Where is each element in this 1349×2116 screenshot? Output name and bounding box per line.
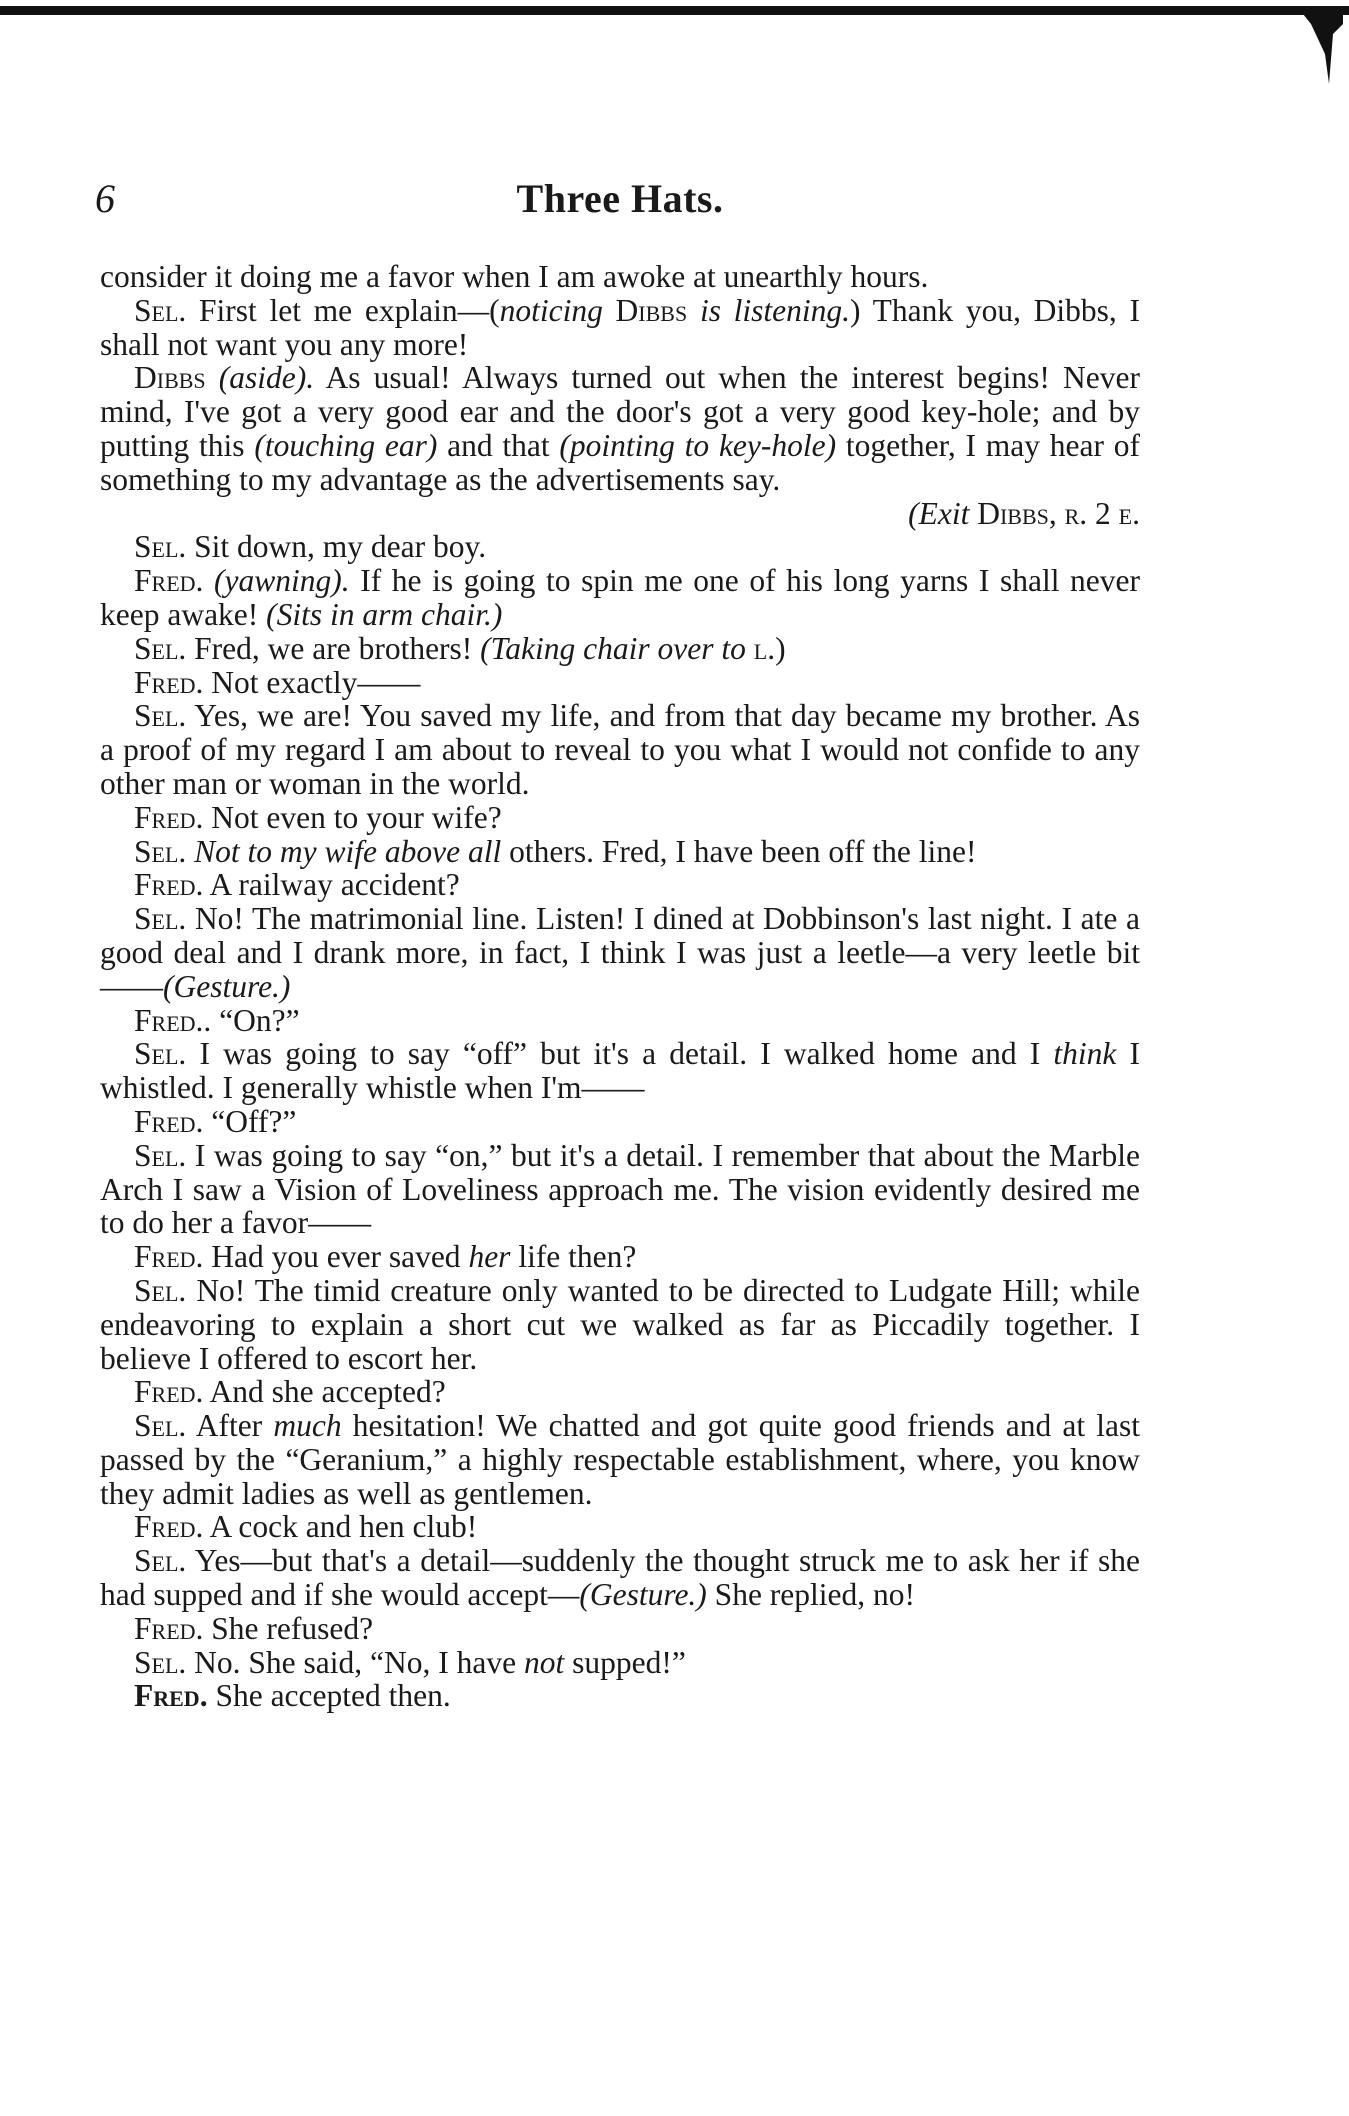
speaker-name: Sel. xyxy=(134,529,187,565)
stage-direction: (aside). xyxy=(218,360,315,396)
page-number: 6 xyxy=(95,176,115,221)
dialogue: First let me explain—( xyxy=(199,292,500,328)
corner-ink-mark xyxy=(1303,14,1343,94)
running-title: Three Hats. xyxy=(516,176,724,221)
dialogue: others. Fred, I have been off the line! xyxy=(509,833,977,869)
paragraph xyxy=(100,801,1140,835)
paragraph xyxy=(100,632,1140,666)
speaker-name: Sel. xyxy=(134,1036,187,1072)
dialogue: Fred, we are brothers! xyxy=(194,630,473,666)
dialogue: Yes, we are! You saved my life, and from that day became my brother. As a proof of my regard I am about to reveal to you what I would not confide to any other man or woman in the world. xyxy=(100,698,1140,801)
page-header xyxy=(95,175,1145,235)
play-text xyxy=(100,260,1140,1713)
emphasis: not xyxy=(523,1644,565,1680)
paragraph xyxy=(100,1646,1140,1680)
speaker-name: Fred. xyxy=(134,1678,208,1714)
dialogue: Yes—but that's a detail—suddenly the thought struck me to ask her if she had supped and if she would accept— xyxy=(100,1543,1140,1613)
stage-direction: noticing xyxy=(499,292,603,328)
character-name: Dibbs xyxy=(615,292,688,328)
paragraph xyxy=(100,1105,1140,1139)
dialogue: She replied, no! xyxy=(714,1577,915,1613)
top-border-rule xyxy=(0,6,1349,15)
speaker-name: Fred. xyxy=(134,563,204,599)
paragraph xyxy=(100,260,1140,294)
dialogue: She accepted then. xyxy=(215,1678,451,1714)
stage-direction: is listening. xyxy=(699,292,851,328)
exit-direction xyxy=(100,497,1140,531)
stage-direction: (Sits in arm chair.) xyxy=(266,596,503,632)
dialogue: Not exactly—— xyxy=(211,664,421,700)
stage-direction: (Exit xyxy=(908,495,970,531)
paragraph xyxy=(100,1139,1140,1240)
stage-position: l.) xyxy=(753,630,786,666)
speaker-name: Sel. xyxy=(134,901,187,937)
paragraph xyxy=(100,294,1140,362)
dialogue: After xyxy=(195,1408,263,1444)
speaker-name: Dibbs xyxy=(134,360,206,396)
speaker-name: Fred. xyxy=(134,867,204,903)
speaker-name: Sel. xyxy=(134,833,187,869)
dialogue: I whistled. I generally whistle when I'm—— xyxy=(100,1036,1141,1106)
speaker-name: Sel. xyxy=(134,630,187,666)
character-name: Dibbs, xyxy=(977,495,1057,531)
speaker-name: Sel. xyxy=(134,1644,187,1680)
paragraph xyxy=(100,1037,1140,1105)
paragraph xyxy=(100,902,1140,1003)
paragraph xyxy=(100,666,1140,700)
speaker-name: Fred. xyxy=(134,1610,204,1646)
stage-direction: (pointing to key-hole) xyxy=(559,427,837,463)
stage-direction: (Gesture.) xyxy=(163,968,291,1004)
dialogue: And she accepted? xyxy=(209,1374,446,1410)
emphasis: Not to my wife above all xyxy=(194,833,502,869)
dialogue: I was going to say “off” but it's a detail. I walked home and I xyxy=(199,1036,1041,1072)
paragraph xyxy=(100,1004,1140,1038)
speaker-name: Fred. xyxy=(134,1239,204,1275)
paragraph xyxy=(100,868,1140,902)
stage-direction: (Taking chair over to xyxy=(480,630,746,666)
stage-direction: (yawning). xyxy=(214,563,350,599)
consider-line: consider it doing me a favor when I am awoke at unearthly hours. xyxy=(100,259,929,294)
speaker-name: Sel. xyxy=(134,698,187,734)
speaker-name: Fred. xyxy=(134,1509,204,1545)
paragraph xyxy=(100,1375,1140,1409)
emphasis: much xyxy=(273,1408,342,1444)
speaker-name: Fred. xyxy=(134,799,204,835)
dialogue: A railway accident? xyxy=(209,867,460,903)
dialogue: No! The matrimonial line. Listen! I dined at Dobbinson's last night. I ate a good deal and I drank more, in fact, I think I was just a leetle—a very leetle bit—— xyxy=(100,901,1140,1004)
emphasis: her xyxy=(468,1239,511,1275)
speaker-name: Fred.. xyxy=(134,1002,212,1038)
paragraph xyxy=(100,1679,1140,1713)
dialogue: Had you ever saved xyxy=(211,1239,461,1275)
dialogue: Sit down, my dear boy. xyxy=(194,529,487,565)
speaker-name: Fred. xyxy=(134,664,204,700)
paragraph xyxy=(100,1274,1140,1375)
stage-direction: (Gesture.) xyxy=(579,1577,707,1613)
speaker-name: Fred. xyxy=(134,1374,204,1410)
emphasis: think xyxy=(1053,1036,1117,1072)
paragraph xyxy=(100,1612,1140,1646)
speaker-name: Sel. xyxy=(134,1408,187,1444)
paragraph xyxy=(100,530,1140,564)
dialogue: She refused? xyxy=(211,1610,374,1646)
stage-direction: (touching ear) xyxy=(254,427,438,463)
paragraph xyxy=(100,1544,1140,1612)
paragraph xyxy=(100,361,1140,496)
speaker-name: Sel. xyxy=(134,1137,187,1173)
dialogue: hesitation! We chatted and got quite good friends and at last passed by the “Geranium,” a highly respectable establishment, where, you know they admit ladies as well as gentlemen. xyxy=(100,1408,1141,1511)
dialogue: As usual! Always turned out when the interest begins! Never mind, I've got a very good ear and the door's got a very good key-hole; and by putting this xyxy=(100,360,1140,463)
dialogue: “On?” xyxy=(219,1002,300,1038)
paragraph xyxy=(100,1510,1140,1544)
paragraph xyxy=(100,1409,1140,1510)
dialogue: Not even to your wife? xyxy=(211,799,502,835)
dialogue: If he is going to spin me one of his long yarns I shall never keep awake! xyxy=(100,563,1141,632)
dialogue: together, I may hear of something to my advantage as the advertisements say. xyxy=(100,427,1140,497)
dialogue: life then? xyxy=(518,1239,637,1275)
paragraph xyxy=(100,835,1140,869)
dialogue: No! The timid creature only wanted to be directed to Ludgate Hill; while endeavoring to explain a short cut we walked as far as Piccadily together. I believe I offered to escort her. xyxy=(100,1272,1140,1376)
speaker-name: Sel. xyxy=(134,1543,187,1579)
dialogue: and that xyxy=(447,427,550,463)
paragraph xyxy=(100,699,1140,800)
dialogue: I was going to say “on,” but it's a detail. I remember that about the Marble Arch I saw a Vision of Loveliness approach me. The vision evidently desired me to do her a favor—— xyxy=(100,1137,1141,1241)
dialogue: “Off?” xyxy=(211,1103,297,1139)
stage-position: r. 2 e. xyxy=(1064,495,1140,531)
speaker-name: Sel. xyxy=(134,1272,187,1308)
paragraph xyxy=(100,1240,1140,1274)
paragraph xyxy=(100,564,1140,632)
speaker-name: Fred. xyxy=(134,1103,204,1139)
speaker-name: Sel. xyxy=(134,292,187,328)
dialogue: supped!” xyxy=(572,1644,686,1680)
dialogue: ) Thank you, Dibbs, I shall not want you any more! xyxy=(100,292,1141,362)
dialogue: A cock and hen club! xyxy=(209,1509,478,1545)
dialogue: No. She said, “No, I have xyxy=(194,1644,517,1680)
